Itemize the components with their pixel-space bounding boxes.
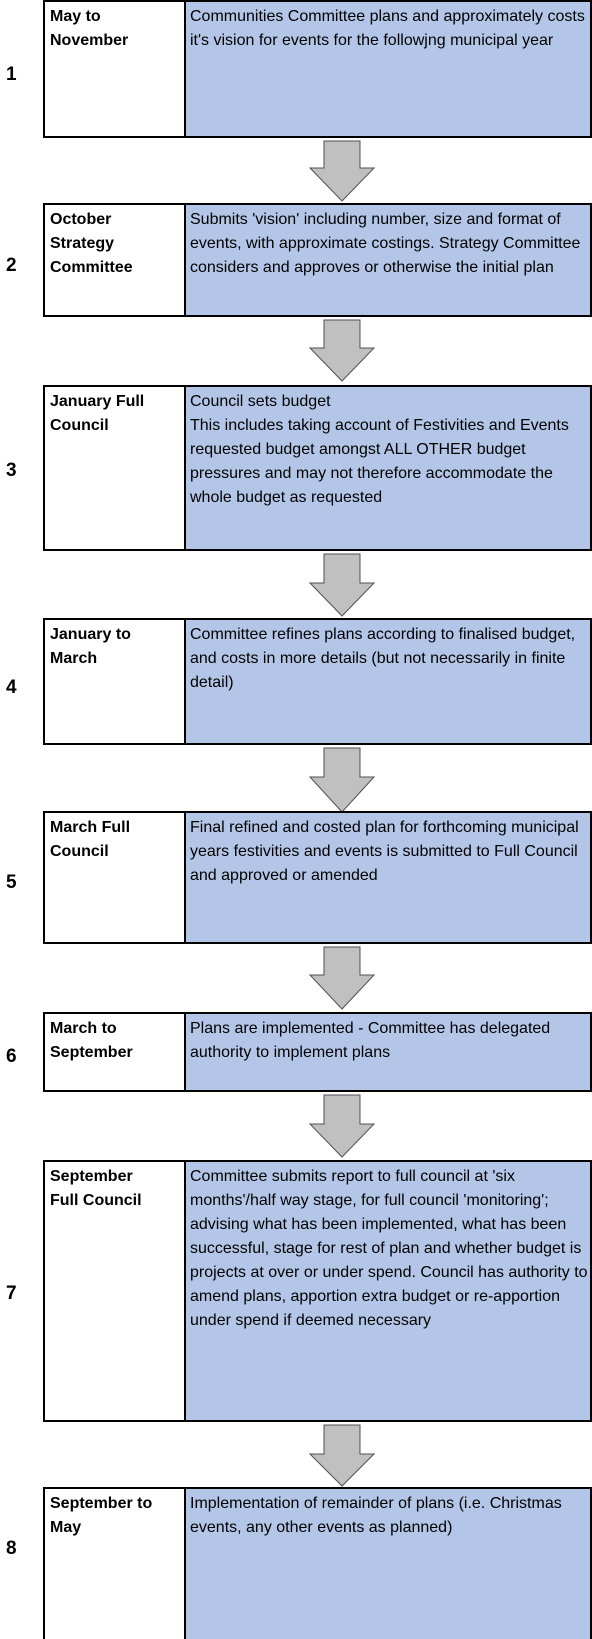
step-number: 2 <box>6 255 17 276</box>
step-description: Council sets budget This includes taking account of Festivities and Events requested budget amongst ALL OTHER budget pressures and may not therefore accommodate the whole budget as requested <box>186 387 590 549</box>
step-description: Implementation of remainder of plans (i.e. Christmas events, any other events as planned) <box>186 1489 590 1639</box>
step-period: October Strategy Committee <box>45 205 186 315</box>
step-number: 6 <box>6 1046 17 1067</box>
step-number: 5 <box>6 872 17 893</box>
step-period: September Full Council <box>45 1162 186 1420</box>
step-description: Committee refines plans according to finalised budget, and costs in more details (but not necessarily in finite detail) <box>186 620 590 743</box>
step-number: 7 <box>6 1283 17 1304</box>
step-box <box>43 618 592 745</box>
down-arrow-icon <box>302 1094 382 1158</box>
step-description: Plans are implemented - Committee has delegated authority to implement plans <box>186 1014 590 1090</box>
step-description: Communities Committee plans and approximately costs it's vision for events for the followjng municipal year <box>186 2 590 136</box>
step-period: May to November <box>45 2 186 136</box>
step-description: Final refined and costed plan for forthcoming municipal years festivities and events is submitted to Full Council and approved or amended <box>186 813 590 942</box>
step-box <box>43 0 592 138</box>
down-arrow-icon <box>302 1424 382 1487</box>
step-number: 4 <box>6 677 17 698</box>
step-box <box>43 1487 592 1639</box>
step-box <box>43 811 592 944</box>
step-period: March Full Council <box>45 813 186 942</box>
step-number: 1 <box>6 64 17 85</box>
step-box <box>43 203 592 317</box>
step-number: 3 <box>6 460 17 481</box>
step-period: September to May <box>45 1489 186 1639</box>
down-arrow-icon <box>302 747 382 813</box>
step-description: Committee submits report to full council at 'six months'/half way stage, for full council 'monitoring'; advising what has been implemented, what has been successful, stage for rest of plan and whether budget is projects at over or under spend. Council has authority to amend plans, apportion extra budget or re-apportion under spend if deemed necessary <box>186 1162 590 1420</box>
down-arrow-icon <box>302 553 382 617</box>
step-period: January Full Council <box>45 387 186 549</box>
down-arrow-icon <box>302 140 382 202</box>
step-period: March to September <box>45 1014 186 1090</box>
step-description: Submits 'vision' including number, size and format of events, with approximate costings. Strategy Committee considers and approves or otherwise the initial plan <box>186 205 590 315</box>
step-box <box>43 385 592 551</box>
step-box <box>43 1012 592 1092</box>
step-number: 8 <box>6 1538 17 1559</box>
down-arrow-icon <box>302 319 382 382</box>
down-arrow-icon <box>302 946 382 1010</box>
step-period: January to March <box>45 620 186 743</box>
step-box <box>43 1160 592 1422</box>
